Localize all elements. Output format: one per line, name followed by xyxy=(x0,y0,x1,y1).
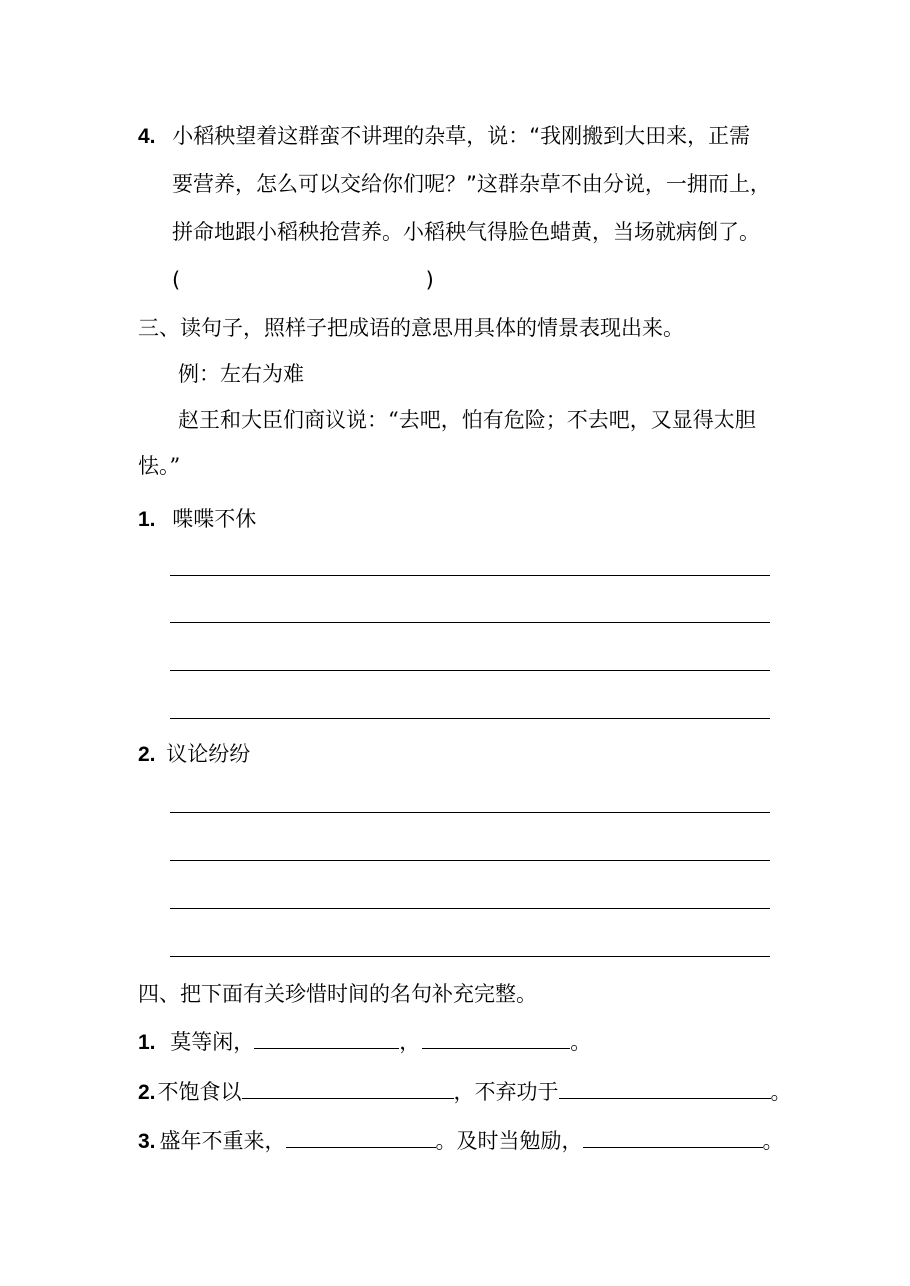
fill-item-1-mid: ， xyxy=(399,1030,421,1054)
fill-item-2-prefix: 不饱食以 xyxy=(157,1080,242,1104)
q4-answer-paren xyxy=(172,266,434,294)
answer-line[interactable] xyxy=(170,956,770,957)
fill-blank[interactable] xyxy=(242,1080,454,1099)
fill-blank[interactable] xyxy=(583,1129,763,1148)
paren-open: ( xyxy=(172,268,181,292)
fill-item-2-mid: ，不弃功于 xyxy=(453,1080,559,1104)
fill-item-1-number: 1. xyxy=(138,1031,156,1054)
fill-blank[interactable] xyxy=(559,1080,771,1099)
fill-blank[interactable] xyxy=(422,1030,570,1049)
q4-text-1: 小稻秧望着这群蛮不讲理的杂草，说：“我刚搬到大田来，正需 xyxy=(172,124,751,148)
fill-item-3-end: 。 xyxy=(762,1129,784,1153)
example-line-2: 怯。” xyxy=(138,454,181,478)
q4-line-3 xyxy=(172,218,760,246)
q4-text-3: 拼命地跟小稻秧抢营养。小稻秧气得脸色蜡黄，当场就病倒了。 xyxy=(172,220,760,244)
answer-line[interactable] xyxy=(170,670,770,671)
example-line-1: 赵王和大臣们商议说：“去吧，怕有危险；不去吧，又显得太胆 xyxy=(178,408,756,432)
fill-item-1-end: 。 xyxy=(570,1030,592,1054)
fill-item-3-prefix: 盛年不重来， xyxy=(159,1129,286,1153)
item-1 xyxy=(138,505,256,534)
answer-line[interactable] xyxy=(170,622,770,623)
answer-line[interactable] xyxy=(170,575,770,576)
fill-item-3-number: 3. xyxy=(138,1130,156,1153)
item-2-label: 议论纷纷 xyxy=(166,742,251,766)
example-label: 例：左右为难 xyxy=(178,362,304,386)
q4-line-1 xyxy=(138,122,750,151)
fill-item-3-mid: 。及时当勉励， xyxy=(435,1129,583,1153)
answer-line[interactable] xyxy=(170,860,770,861)
answer-line[interactable] xyxy=(170,908,770,909)
fill-item-2 xyxy=(138,1078,792,1107)
section4-heading: 四、把下面有关珍惜时间的名句补充完整。 xyxy=(138,982,537,1006)
item-1-label: 喋喋不休 xyxy=(172,507,257,531)
item-2 xyxy=(138,740,250,769)
fill-item-3 xyxy=(138,1127,784,1156)
item-2-number: 2. xyxy=(138,743,156,766)
q4-text-2: 要营养，怎么可以交给你们呢？”这群杂草不由分说，一拥而上， xyxy=(172,172,771,196)
paren-close: ) xyxy=(425,268,434,292)
section3-heading: 三、读句子，照样子把成语的意思用具体的情景表现出来。 xyxy=(138,316,684,340)
fill-blank[interactable] xyxy=(254,1030,399,1049)
fill-item-1 xyxy=(138,1028,591,1057)
answer-line[interactable] xyxy=(170,812,770,813)
q4-line-2 xyxy=(172,170,771,198)
fill-blank[interactable] xyxy=(286,1129,436,1148)
q4-number: 4. xyxy=(138,125,156,148)
answer-line[interactable] xyxy=(170,718,770,719)
fill-item-1-prefix: 莫等闲， xyxy=(170,1030,255,1054)
fill-item-2-end: 。 xyxy=(770,1080,792,1104)
item-1-number: 1. xyxy=(138,508,156,531)
fill-item-2-number: 2. xyxy=(138,1081,156,1104)
